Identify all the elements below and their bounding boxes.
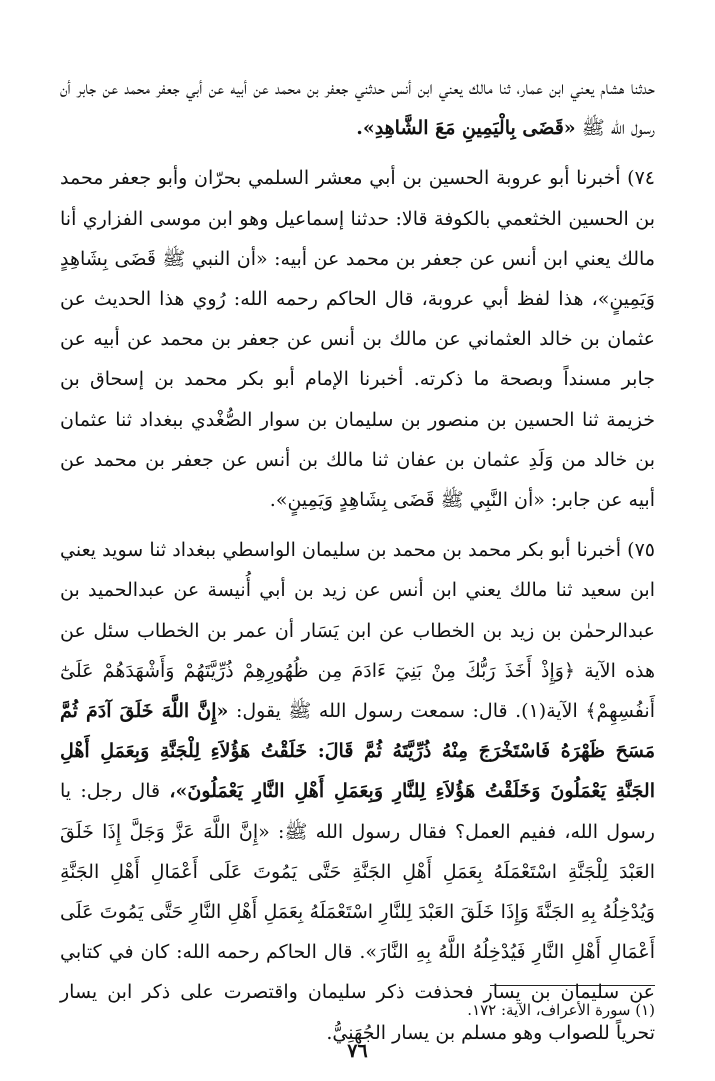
paragraph-3-hadith: «إِنَّ اللَّهَ خَلَقَ آدَمَ ثُمَّ مَسَحَ ظَهْرَهُ فَاسْتَخْرَجَ مِنْهُ ذُرِّيَّتَهُ ثُمَّ قَالَ: خَلَقْتُ هَؤُلاَءِ لِلْجَنَّةِ وَبِعَمَلِ أَهْلِ الجَنَّةِ يَعْمَلُونَ وَخَلَقْتُ هَؤُلاَءِ لِلنَّارِ وَبِعَمَلِ أَهْلِ النَّارِ يَعْمَلُونَ»، (60, 700, 655, 803)
page-number: ٧٦ (347, 1040, 368, 1062)
paragraph-2-text: ٧٤) أخبرنا أبو عروبة الحسين بن أبي معشر السلمي بحرّان وأبو جعفر محمد بن الحسين الخثعمي بالكوفة قالا: حدثنا إسماعيل وهو ابن موسى الفزاري أنا مالك يعني ابن أنس عن جعفر بن محمد عن أبيه: «أن النبي ﷺ قَضَى بِشَاهِدٍ وَيَمِينٍ»، هذا لفظ أبي عروبة، قال الحاكم رحمه الله: رُوي هذا الحديث عن عثمان بن خالد العثماني عن مالك بن أنس عن جعفر بن محمد عن أبيه عن جابر مسنداً وبصحة ما ذكرته. أخبرنا الإمام أبو بكر محمد بن إسحاق بن خزيمة ثنا الحسين بن منصور بن سليمان بن سوار الصُّغْدي ببغداد ثنا عثمان بن خالد من وَلَدِ عثمان بن عفان ثنا مالك بن أنس عن جعفر بن محمد عن أبيه عن جابر: «أن النَّبِي ﷺ قَضَى بِشَاهِدٍ وَيَمِينٍ». (60, 167, 655, 512)
paragraph-3-after: قال رجل: يا رسول الله، ففيم العمل؟ فقال رسول الله ﷺ: «إِنَّ اللَّهَ عَزَّ وَجَلَّ إِذَا خَلَقَ العَبْدَ لِلْجَنَّةِ اسْتَعْمَلَهُ بِعَمَلِ أَهْلِ الجَنَّةِ حَتَّى يَمُوتَ عَلَى أَعْمَالِ أَهْلِ الجَنَّةِ وَيُدْخِلُهُ بِهِ الجَنَّةَ وَإِذَا خَلَقَ العَبْدَ لِلنَّارِ اسْتَعْمَلَهُ بِعَمَلِ أَهْلِ النَّارِ حَتَّى يَمُوتَ عَلَى أَعْمَالِ أَهْلِ النَّارِ فَيُدْخِلُهُ اللَّهُ بِهِ النَّارَ». قال الحاكم رحمه الله: كان في كتابي عن سليمان بن يسار فحذفت ذكر سليمان واقتصرت على ذكر ابن يسار تحرياً للصواب وهو مسلم بن يسار الجُهَنِيُّ. (60, 780, 655, 1044)
paragraph-1 (60, 68, 655, 148)
paragraph-2 (60, 158, 655, 520)
paragraph-3-text: ٧٥) أخبرنا أبو بكر محمد بن محمد بن سليمان الواسطي ببغداد ثنا سويد يعني ابن سعيد ثنا مالك يعني ابن أنس عن زيد بن أبي أُنيسة عن عبدالحميد بن عبدالرحمٰن بن زيد بن الخطاب عن ابن يَسَار أن عمر بن الخطاب سئل عن هذه الآية ﴿وَإِذْ أَخَذَ رَبُّكَ مِنْ بَنِيٓ ءَادَمَ مِن ظُهُورِهِمْ ذُرِّيَّتَهُمْ وَأَشْهَدَهُمْ عَلَىٰٓ أَنفُسِهِمْ﴾ الآية(١). قال: سمعت رسول الله ﷺ يقول: (60, 539, 655, 723)
paragraph-3 (60, 530, 655, 1053)
paragraph-1-text: حدثنا هشام يعني ابن عمار، ثنا مالك يعني ابن أنس حدثني جعفر بن محمد عن أبيه عن أبي جعفر محمد عن جابر أن رسول الله ﷺ (60, 77, 655, 140)
footnote-divider (490, 985, 655, 986)
page-body (60, 68, 655, 1063)
paragraph-1-hadith: «قَضَى بِالْيَمِينِ مَعَ الشَّاهِدِ». (356, 117, 576, 140)
footnote: (١) سورة الأعراف، الآية: ١٧٢. (467, 1001, 655, 1019)
